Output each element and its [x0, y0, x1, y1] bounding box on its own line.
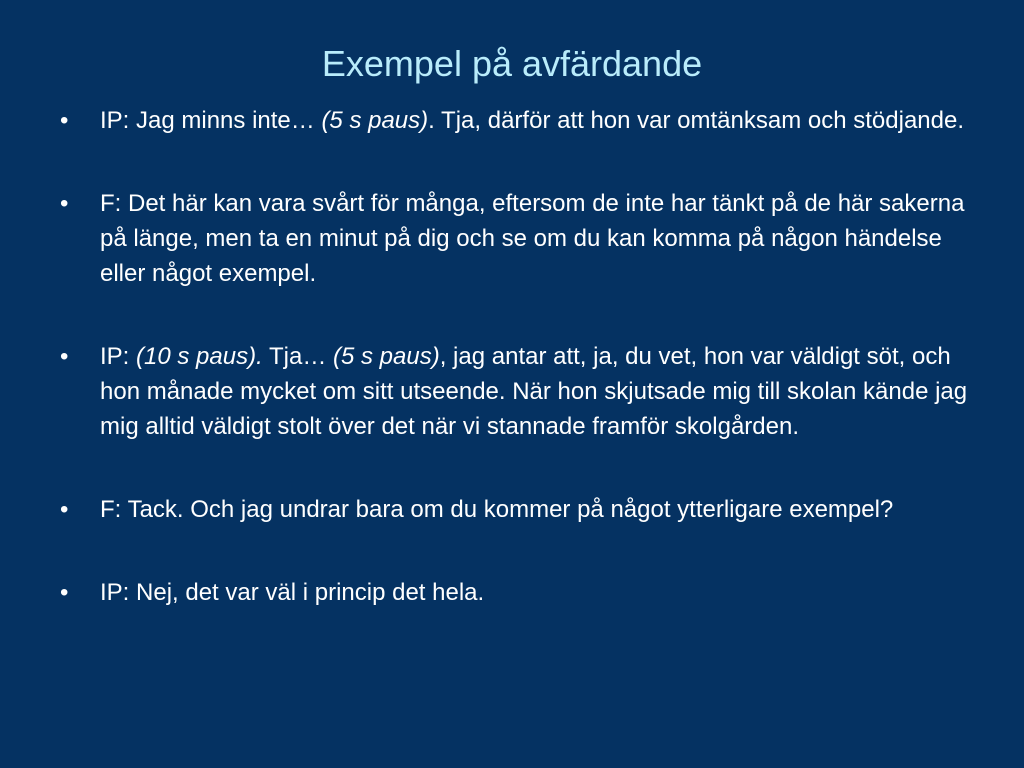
bullet-icon: •: [60, 107, 69, 134]
bullet-text: [100, 496, 893, 523]
text-segment: F: Det här kan vara svårt för många, eftersom de inte har tänkt på de här sakerna på länge, men ta en minut på dig och se om du kan komma på någon händelse eller något exempel.: [100, 190, 965, 287]
bullet-item: [56, 339, 968, 444]
bullet-text: [100, 190, 964, 287]
bullet-icon: •: [60, 579, 69, 606]
bullet-item: [56, 186, 968, 291]
bullet-icon: •: [60, 496, 69, 523]
bullet-item: [56, 103, 968, 138]
text-segment: F: Tack. Och jag undrar bara om du kommer på något ytterligare exempel?: [100, 496, 894, 523]
text-segment: IP:: [100, 343, 137, 370]
bullet-text: [100, 579, 484, 606]
bullet-text: [100, 343, 967, 440]
bullet-item: [56, 492, 968, 527]
pause-note: (5 s paus): [321, 107, 429, 134]
text-segment: IP: Nej, det var väl i princip det hela.: [100, 579, 485, 606]
bullet-icon: •: [60, 343, 69, 370]
text-segment: . Tja, därför att hon var omtänksam och stödjande.: [428, 107, 964, 134]
bullet-icon: •: [60, 190, 69, 217]
bullet-list: [56, 103, 968, 610]
bullet-text: [100, 107, 964, 134]
bullet-item: [56, 575, 968, 610]
text-segment: IP: Jag minns inte…: [100, 107, 322, 134]
pause-note: (5 s paus): [333, 343, 440, 370]
slide-title: Exempel på avfärdande: [321, 43, 703, 84]
pause-note: (10 s paus).: [136, 343, 263, 370]
text-segment: , jag antar att, ja, du vet, hon var väldigt söt, och hon månade mycket om sitt utseende. När hon skjutsade mig till skolan kände jag mig alltid väldigt stolt över det när vi stannade framför skolgården.: [100, 343, 968, 440]
text-segment: Tja…: [262, 343, 333, 370]
